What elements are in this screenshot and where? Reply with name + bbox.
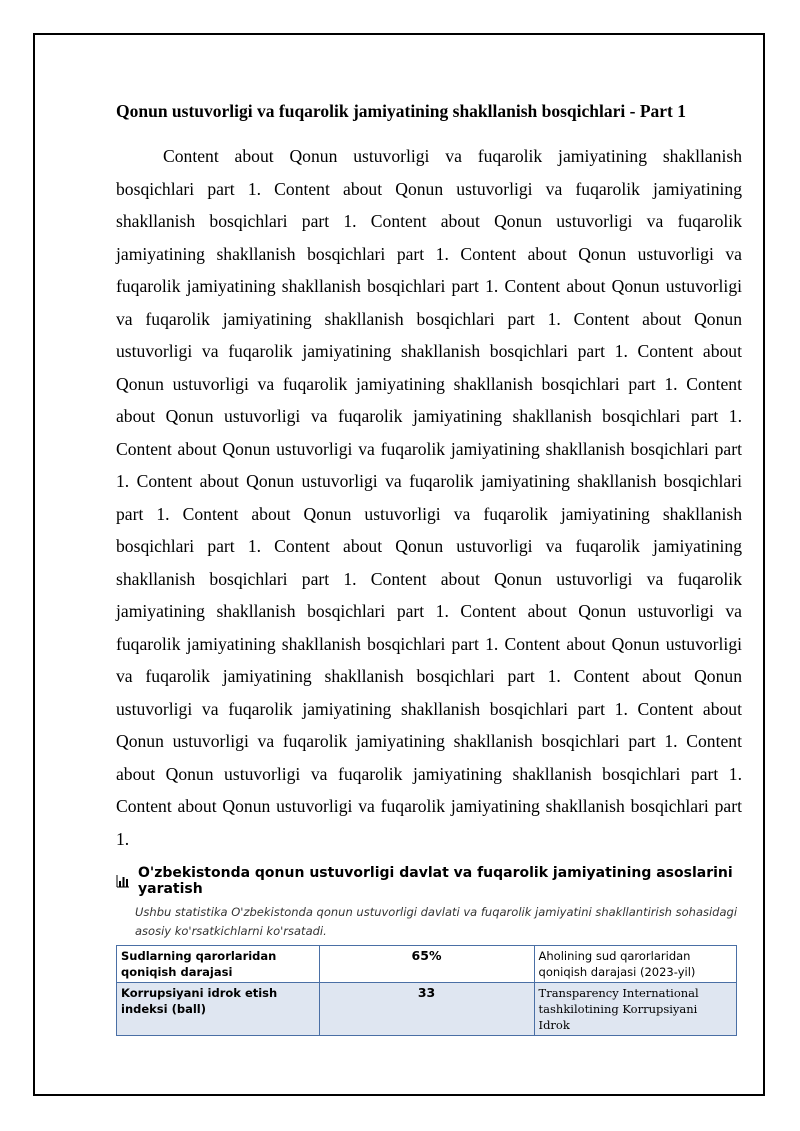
statistics-header <box>116 865 742 897</box>
document-title: Qonun ustuvorligi va fuqarolik jamiyatining shakllanish bosqichlari - Part 1 <box>116 101 687 121</box>
row-value: 33 <box>319 983 534 1036</box>
bar-chart-icon <box>116 874 130 888</box>
row-note: Transparency International tashkilotining Korrupsiyani Idrok <box>534 983 736 1036</box>
row-label: Korrupsiyani idrok etish indeksi (ball) <box>117 983 320 1036</box>
body-paragraph: Content about Qonun ustuvorligi va fuqarolik jamiyatining shakllanish bosqichlari part 1. Content about Qonun ustuvorligi va fuqarolik jamiyatining shakllanish bosqichlari part 1. Content about Qonun ustuvorligi va fuqarolik jamiyatining shakllanish bosqichlari part 1. Content about Qonun ustuvorligi va fuqarolik jamiyatining shakllanish bosqichlari part 1. Content about Qonun ustuvorligi va fuqarolik jamiyatining shakllanish bosqichlari part 1. Content about Qonun ustuvorligi va fuqarolik jamiyatining shakllanish bosqichlari part 1. Content about Qonun ustuvorligi va fuqarolik jamiyatining shakllanish bosqichlari part 1. Content about Qonun ustuvorligi va fuqarolik jamiyatining shakllanish bosqichlari part 1. Content about Qonun ustuvorligi va fuqarolik jamiyatining shakllanish bosqichlari part 1. Content about Qonun ustuvorligi va fuqarolik jamiyatining shakllanish bosqichlari part 1. Content about Qonun ustuvorligi va fuqarolik jamiyatining shakllanish bosqichlari part 1. Content about Qonun ustuvorligi va fuqarolik jamiyatining shakllanish bosqichlari part 1. Content about Qonun ustuvorligi va fuqarolik jamiyatining shakllanish bosqichlari part 1. Content about Qonun ustuvorligi va fuqarolik jamiyatining shakllanish bosqichlari part 1. Content about Qonun ustuvorligi va fuqarolik jamiyatining shakllanish bosqichlari part 1. Content about Qonun ustuvorligi va fuqarolik jamiyatining shakllanish bosqichlari part 1. Content about Qonun ustuvorligi va fuqarolik jamiyatining shakllanish bosqichlari part 1. Content about Qonun ustuvorligi va fuqarolik jamiyatining shakllanish bosqichlari part 1. Content about Qonun ustuvorligi va fuqarolik jamiyatining shakllanish bosqichlari part 1. <box>116 146 742 849</box>
document-body <box>116 98 742 1036</box>
table-row <box>117 946 737 983</box>
statistics-description: Ushbu statistika O'zbekistonda qonun ustuvorligi davlati va fuqarolik jamiyatini shakllantirish sohasidagi asosiy ko'rsatkichlarni ko'rsatadi. <box>135 905 738 938</box>
statistics-table <box>116 945 737 1036</box>
row-label: Sudlarning qarorlaridan qoniqish darajasi <box>117 946 320 983</box>
row-note: Aholining sud qarorlaridan qoniqish darajasi (2023-yil) <box>534 946 736 983</box>
table-row <box>117 983 737 1036</box>
row-value: 65% <box>319 946 534 983</box>
statistics-heading: O'zbekistonda qonun ustuvorligi davlat va fuqarolik jamiyatining asoslarini yaratish <box>138 865 733 897</box>
